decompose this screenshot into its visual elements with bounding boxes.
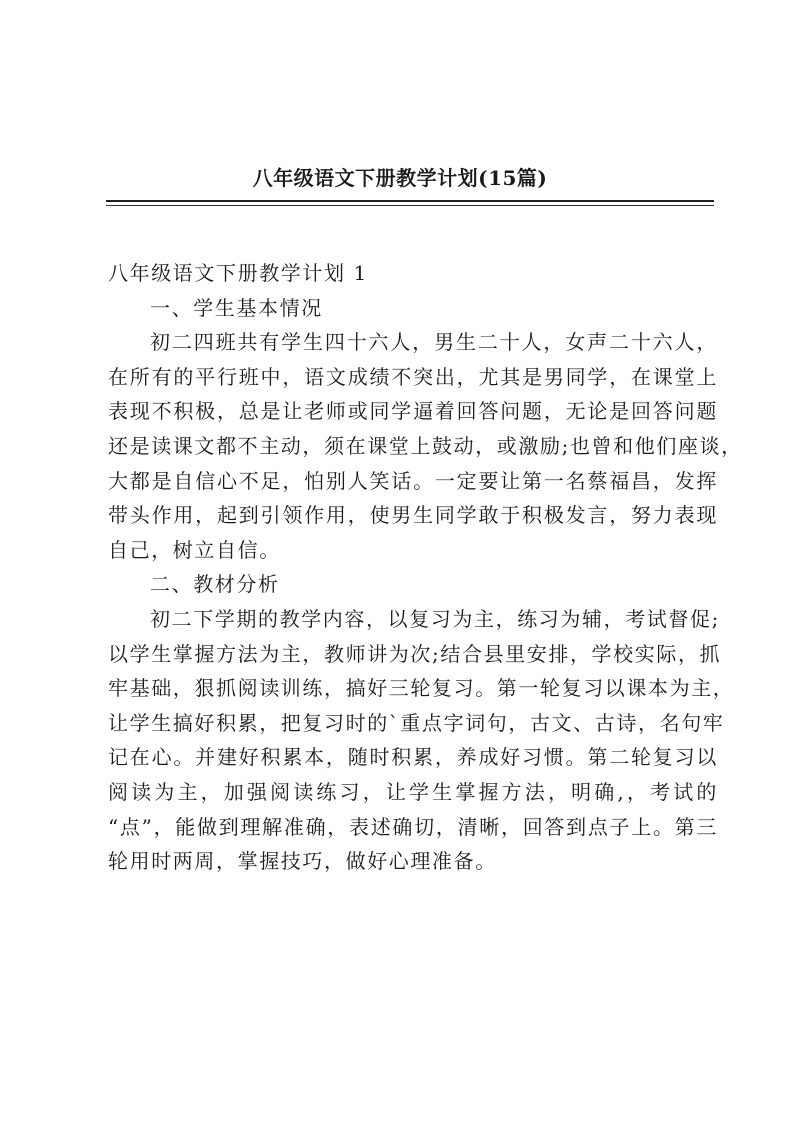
paragraph [108, 602, 735, 879]
paragraph-line: 自己，树立自信。 [108, 537, 281, 562]
paragraph-line: 记在心。并建好积累本，随时积累，养成好习惯。第二轮复习以 [108, 745, 718, 770]
paragraph-line: 牢基础，狠抓阅读训练，搞好三轮复习。第一轮复习以课本为主， [108, 676, 735, 701]
paragraph-line: 在所有的平行班中，语文成绩不突出，尤其是男同学，在课堂上 [108, 364, 718, 389]
paragraph-line: 阅读为主，加强阅读练习，让学生掌握方法，明确,，考试的 [108, 779, 718, 804]
paragraph-line: 表现不积极，总是让老师或同学逼着回答问题，无论是回答问题 [108, 399, 718, 424]
paragraph-line: 轮用时两周，掌握技巧，做好心理准备。 [108, 849, 497, 874]
document-body [108, 256, 743, 879]
paragraph-line: 初二下学期的教学内容，以复习为主，练习为辅，考试督促; [150, 606, 720, 631]
title-rule-thick [106, 200, 714, 202]
document-subtitle: 八年级语文下册教学计划 1 [108, 261, 368, 285]
paragraph-line: 初二四班共有学生四十六人，男生二十人，女声二十六人， [150, 330, 718, 355]
paragraph-line: 以学生掌握方法为主，教师讲为次;结合县里安排，学校实际，抓 [108, 641, 722, 666]
paragraph-line: 带头作用，起到引领作用，使男生同学敢于积极发言，努力表现 [108, 503, 718, 528]
paragraph-line: 还是读课文都不主动，须在课堂上鼓动，或激励;也曾和他们座谈， [108, 433, 743, 458]
paragraph-line: “点”，能做到理解准确，表述确切，清晰，回答到点子上。第三 [108, 814, 718, 839]
section-heading: 一、学生基本情况 [150, 295, 323, 320]
section-heading: 二、教材分析 [150, 572, 280, 597]
paragraph-line: 大都是自信心不足，怕别人笑话。一定要让第一名蔡福昌，发挥 [108, 468, 718, 493]
title-rule-thin [106, 205, 714, 206]
paragraph-line: 让学生搞好积累，把复习时的`重点字词句，古文、古诗，名句牢 [108, 710, 725, 735]
document-title: 八年级语文下册教学计划(15篇) [252, 166, 548, 190]
paragraph [108, 325, 743, 567]
